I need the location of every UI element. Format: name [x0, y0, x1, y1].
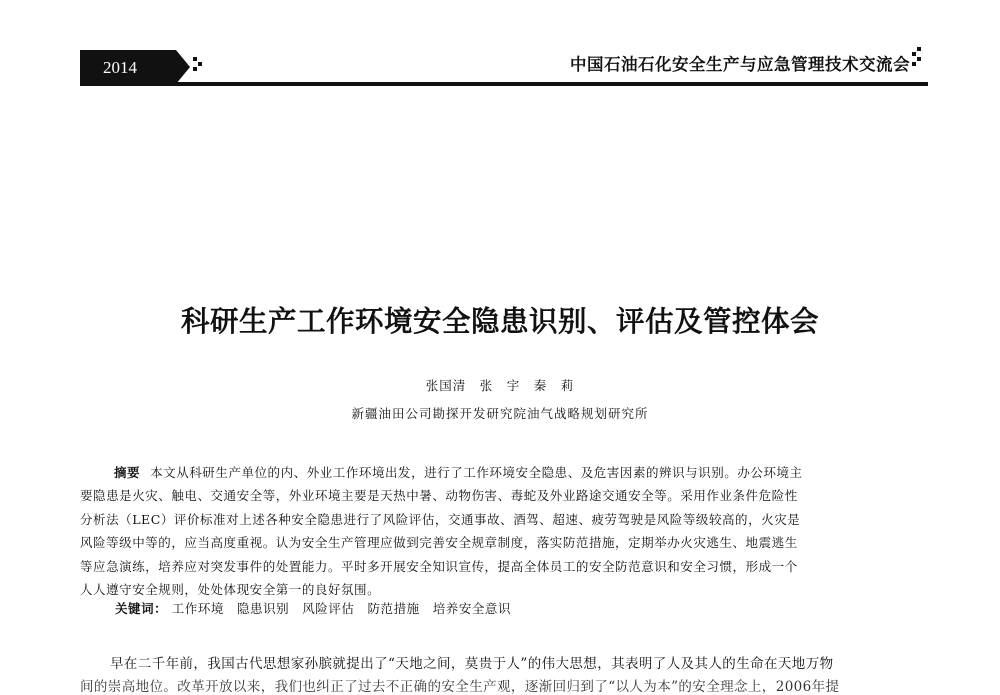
abstract-line	[80, 461, 932, 484]
paper-title: 科研生产工作环境安全隐患识别、评估及管控体会	[180, 305, 819, 338]
decorative-squares-icon	[912, 47, 922, 63]
abstract-line: 等应急演练，培养应对突发事件的处置能力。平时多开展安全知识宣传，提高全体员工的安全防范意识和安全习惯，形成一个	[80, 558, 798, 574]
abstract-text: 本文从科研生产单位的内、外业工作环境出发，进行了工作环境安全隐患、及危害因素的辨识与识别。办公环境主	[150, 465, 803, 480]
author-affiliation: 新疆油田公司勘探开发研究院油气战略规划研究所	[351, 406, 649, 421]
keywords	[115, 599, 511, 617]
keywords-terms: 工作环境 隐患识别 风险评估 防范措施 培养安全意识	[171, 601, 512, 616]
abstract-label: 摘要	[114, 465, 141, 480]
abstract-line: 风险等级中等的，应当高度重视。认为安全生产管理应做到完善安全规章制度，落实防范措施，定期举办火灾逃生、地震逃生	[80, 535, 798, 551]
conference-title: 中国石油石化安全生产与应急管理技术交流会	[570, 55, 910, 74]
abstract-line: 要隐患是火灾、触电、交通安全等，外业环境主要是天热中暑、动物伤害、毒蛇及外业路途交通安全等。采用作业条件危险性	[80, 488, 798, 504]
body-paragraph-line: 间的崇高地位。改革开放以来，我们也纠正了过去不正确的安全生产观，逐渐回归到了“以人为本”的安全理念上，2006年提	[80, 679, 840, 695]
author-list: 张国清 张 宇 秦 莉	[425, 378, 575, 393]
abstract-line: 人人遵守安全规则，处处体现安全第一的良好氛围。	[80, 581, 381, 597]
body-paragraph-line: 早在二千年前，我国古代思想家孙膑就提出了“天地之间，莫贵于人”的伟大思想，其表明了人及其人的生命在天地万物	[110, 656, 834, 672]
abstract	[80, 461, 932, 601]
keywords-label: 关键词：	[115, 601, 168, 616]
header-year: 2014	[80, 50, 176, 84]
decorative-squares-icon	[193, 57, 203, 73]
header-arrow-icon	[176, 50, 190, 84]
abstract-line: 分析法（LEC）评价标准对上述各种安全隐患进行了风险评估，交通事故、酒驾、超速、疲劳驾驶是风险等级较高的，火灾是	[80, 511, 801, 527]
header-rule	[80, 82, 928, 86]
